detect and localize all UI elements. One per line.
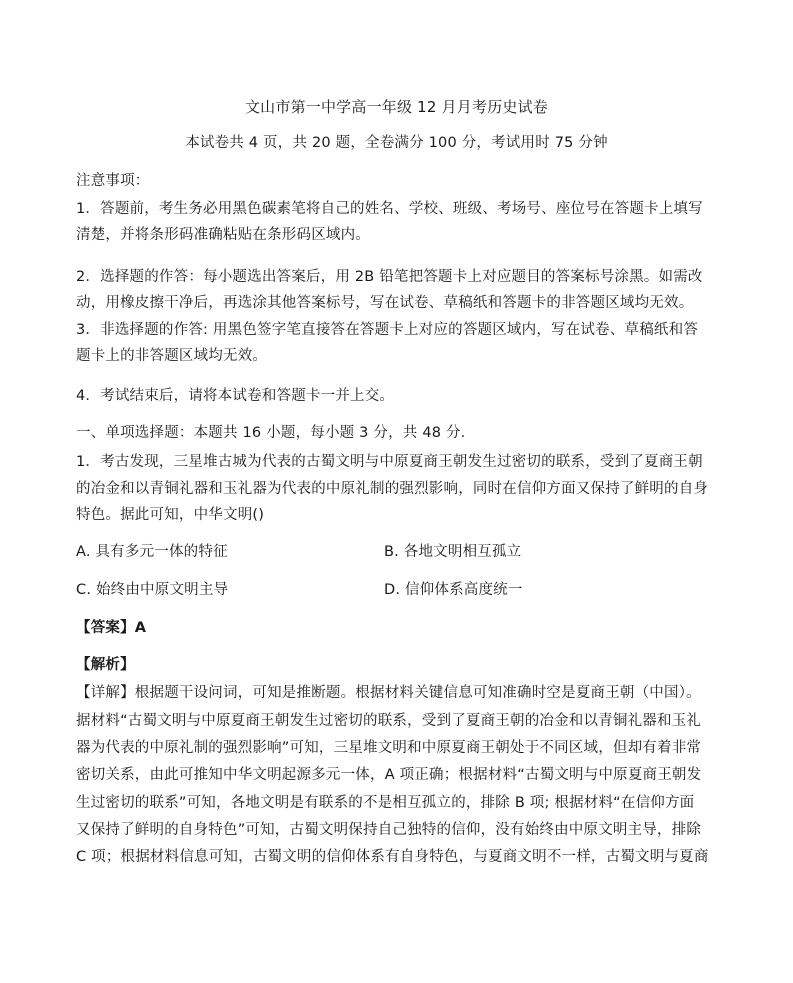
note-line: 清楚，并将条形码准确粘贴在条形码区域内。 [76,227,370,243]
analysis-line: 生过密切的联系”可知，各地文明是有联系的不是相互孤立的，排除 B 项; 根据材料“在信仰方面 [76,795,695,811]
option-d: D. 信仰体系高度统一 [384,582,523,598]
exam-subtitle: 本试卷共 4 页，共 20 题，全卷满分 100 分，考试用时 75 分钟 [185,135,608,151]
analysis-heading: 【解析】 [76,657,135,673]
question-stem-line: 特色。据此可知，中华文明() [76,507,265,523]
question-stem-line: 1．考古发现，三星堆古城为代表的古蜀文明与中原夏商王朝发生过密切的联系，受到了夏商王朝 [76,454,703,470]
exam-title: 文山市第一中学高一年级 12 月月考历史试卷 [244,98,549,116]
notes-heading: 注意事项： [76,173,150,189]
analysis-line: 据材料“古蜀文明与中原夏商王朝发生过密切的联系，受到了夏商王朝的冶金和以青铜礼器和玉礼 [76,713,702,729]
option-c: C. 始终由中原文明主导 [76,582,229,598]
answer-label: 【答案】A [76,620,147,636]
note-line: 3．非选择题的作答: 用黑色签字笔直接答在答题卡上对应的答题区域内，写在试卷、草稿纸和答 [76,322,699,338]
analysis-line: 又保持了鲜明的自身特色”可知，古蜀文明保持自己独特的信仰，没有始终由中原文明主导，排除 [76,822,702,838]
note-line: 1．答题前，考生务必用黑色碳素笔将自己的姓名、学校、班级、考场号、座位号在答题卡上填写 [76,201,703,217]
note-line: 动，用橡皮擦干净后，再选涂其他答案标号，写在试卷、草稿纸和答题卡的非答题区域均无效。 [76,295,694,311]
note-line: 2．选择题的作答：每小题选出答案后，用 2B 铅笔把答题卡上对应题目的答案标号涂黑。如需改 [76,269,703,285]
option-a: A. 具有多元一体的特征 [76,544,228,560]
analysis-line: 密切关系，由此可推知中华文明起源多元一体，A 项正确；根据材料“古蜀文明与中原夏商王朝发 [76,767,702,783]
note-line: 题卡上的非答题区域均无效。 [76,348,268,364]
note-line: 4．考试结束后，请将本试卷和答题卡一并上交。 [76,388,395,404]
question-stem-line: 的冶金和以青铜礼器和玉礼器为代表的中原礼制的强烈影响，同时在信仰方面又保持了鲜明的自身 [76,481,709,497]
analysis-line: C 项；根据材料信息可知，古蜀文明的信仰体系有自身特色，与夏商文明不一样，古蜀文明与夏商 [76,849,709,865]
section-heading: 一、单项选择题：本题共 16 小题，每小题 3 分，共 48 分． [76,425,476,441]
option-b: B. 各地文明相互孤立 [384,544,522,560]
analysis-line: 器为代表的中原礼制的强烈影响”可知，三星堆文明和中原夏商王朝处于不同区域，但却有着非常 [76,740,702,756]
analysis-line: 【详解】根据题干设问词，可知是推断题。根据材料关键信息可知准确时空是夏商王朝（中国）。 [76,685,701,701]
